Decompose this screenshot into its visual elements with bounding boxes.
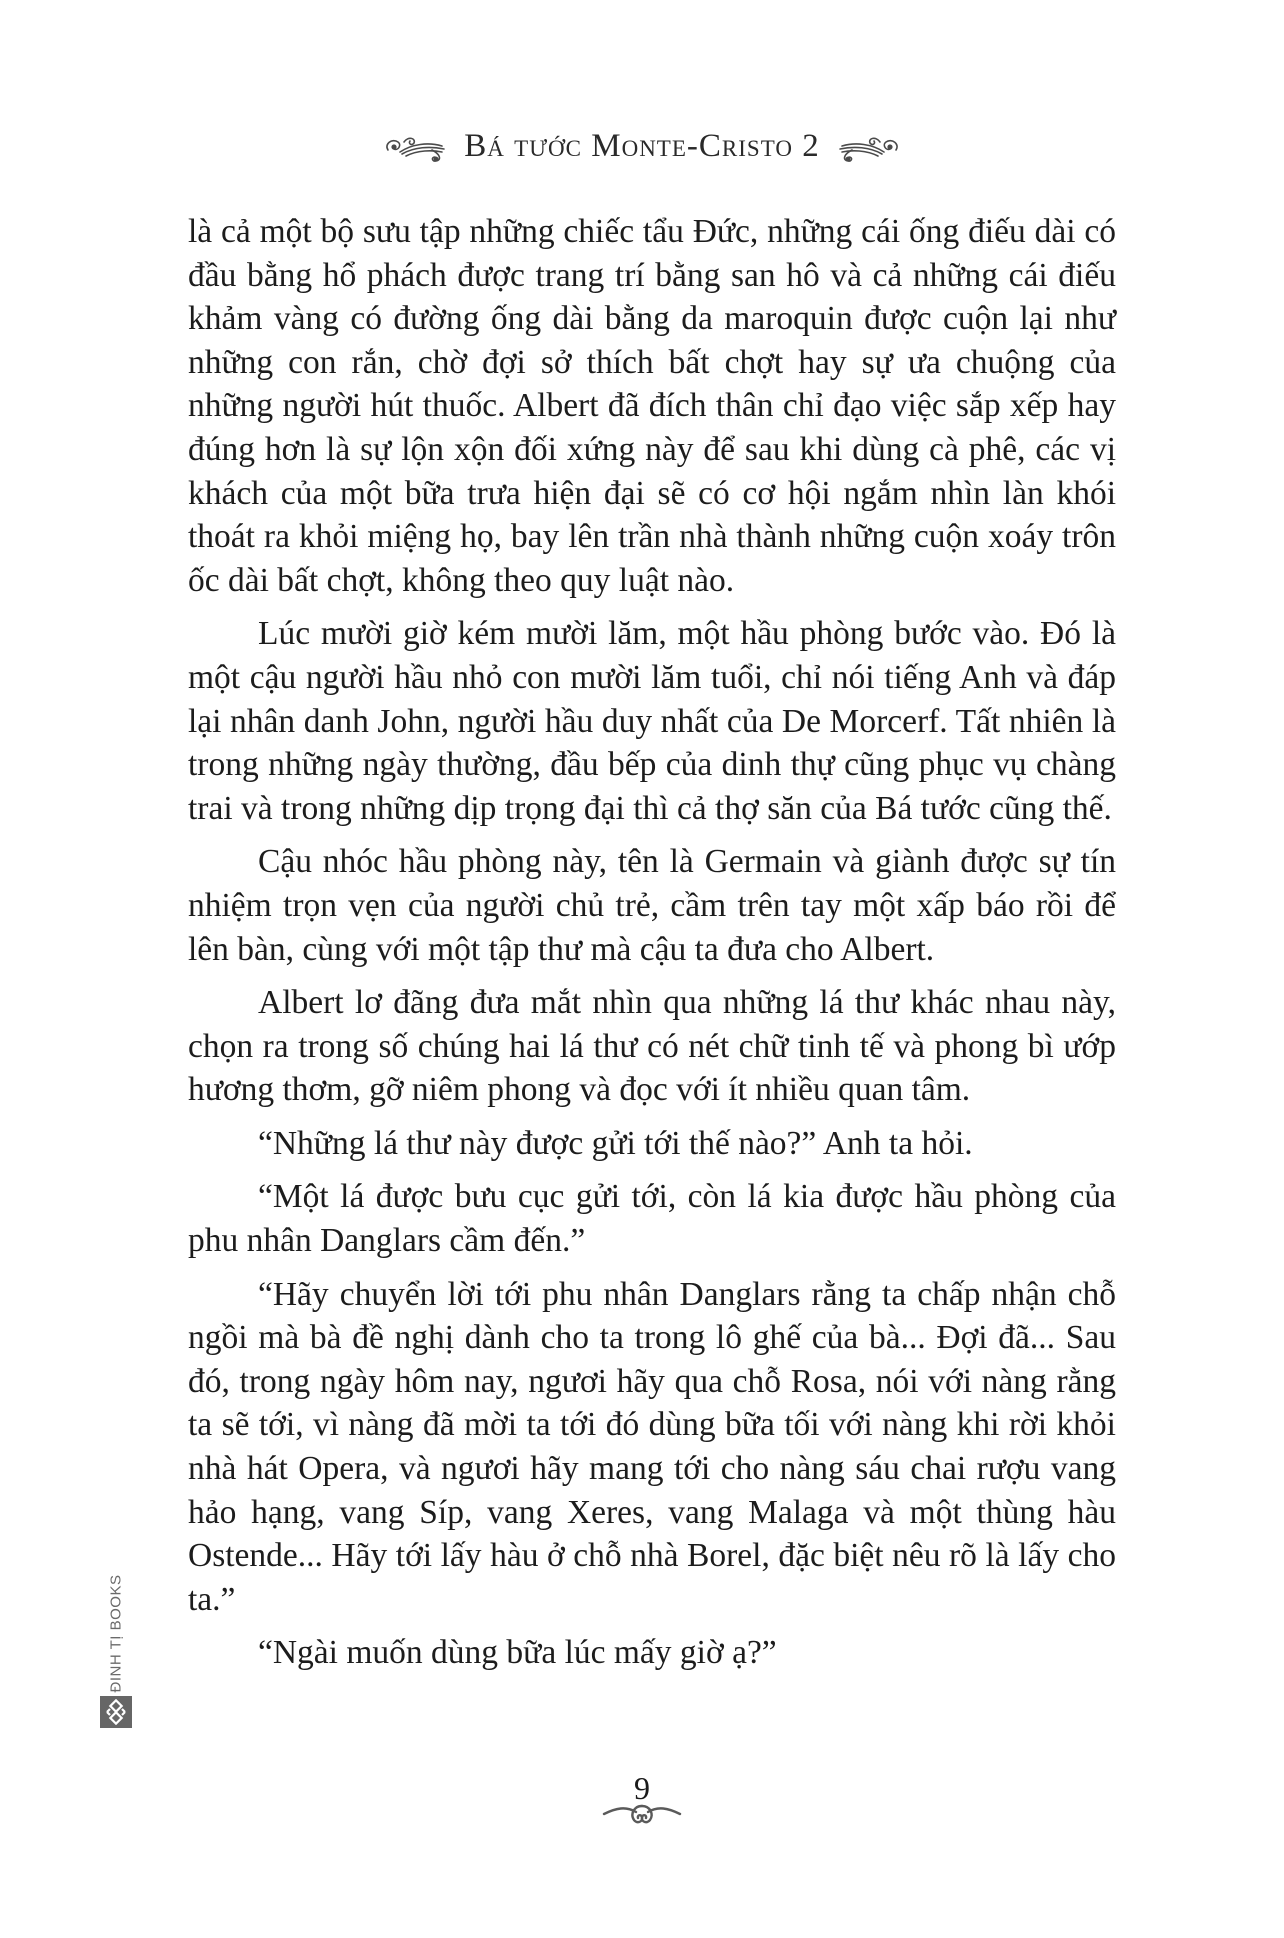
paragraph: “Một lá được bưu cục gửi tới, còn lá kia được hầu phòng của phu nhân Danglars cầm đến.”	[188, 1178, 1116, 1260]
page-body	[188, 210, 1116, 1685]
running-header-title: Bá tước Monte-Cristo 2	[464, 128, 820, 164]
scroll-ornament-icon	[600, 1800, 684, 1826]
diamond-knot-logo-icon	[100, 1696, 132, 1728]
publisher-name	[98, 1574, 134, 1692]
publisher-mark	[98, 1574, 134, 1738]
paragraph: là cả một bộ sưu tập những chiếc tẩu Đức, những cái ống điếu dài có đầu bằng hổ phách được trang trí bằng san hô và cả những cái điếu khảm vàng có đường ống dài bằng da maroquin được cuộn lại như những con rắn, chờ đợi sở thích bất chợt hay sự ưa chuộng của những người hút thuốc. Albert đã đích thân chỉ đạo việc sắp xếp hay đúng hơn là sự lộn xộn đối xứng này để sau khi dùng cà phê, các vị khách của một bữa trưa hiện đại sẽ có cơ hội ngắm nhìn làn khói thoát ra khỏi miệng họ, bay lên trần nhà thành những cuộn xoáy trôn ốc dài bất chợt, không theo quy luật nào.	[188, 213, 1116, 599]
page-number: 9	[634, 1770, 650, 1806]
flourish-right-icon	[834, 130, 902, 164]
publisher-name-text: ĐINH TỊ BOOKS	[107, 1574, 125, 1692]
flourish-left-icon	[382, 130, 450, 164]
paragraph: Lúc mười giờ kém mười lăm, một hầu phòng bước vào. Đó là một cậu người hầu nhỏ con mười lăm tuổi, chỉ nói tiếng Anh và đáp lại nhân danh John, người hầu duy nhất của De Morcerf. Tất nhiên là trong những ngày thường, đầu bếp của dinh thự cũng phục vụ chàng trai và trong những dịp trọng đại thì cả thợ săn của Bá tước cũng thế.	[188, 615, 1116, 827]
paragraph: “Ngài muốn dùng bữa lúc mấy giờ ạ?”	[258, 1634, 777, 1672]
running-header	[0, 128, 1284, 165]
paragraph: Cậu nhóc hầu phòng này, tên là Germain và giành được sự tín nhiệm trọn vẹn của người chủ trẻ, cầm trên tay một xấp báo rồi để lên bàn, cùng với một tập thư mà cậu ta đưa cho Albert.	[188, 843, 1116, 968]
paragraph: Albert lơ đãng đưa mắt nhìn qua những lá thư khác nhau này, chọn ra trong số chúng hai lá thư có nét chữ tinh tế và phong bì ướp hương thơm, gỡ niêm phong và đọc với ít nhiều quan tâm.	[188, 984, 1116, 1109]
paragraph: “Những lá thư này được gửi tới thế nào?” Anh ta hỏi.	[258, 1124, 973, 1162]
paragraph: “Hãy chuyển lời tới phu nhân Danglars rằng ta chấp nhận chỗ ngồi mà bà đề nghị dành cho ta trong lô ghế của bà... Đợi đã... Sau đó, trong ngày hôm nay, ngươi hãy qua chỗ Rosa, nói với nàng rằng ta sẽ tới, vì nàng đã mời ta tới đó dùng bữa tối với nàng khi rời khỏi nhà hát Opera, và ngươi hãy mang tới cho nàng sáu chai rượu vang hảo hạng, vang Síp, vang Xeres, vang Malaga và một thùng hàu Ostende... Hãy tới lấy hàu ở chỗ nhà Borel, đặc biệt nêu rõ là lấy cho ta.”	[188, 1275, 1116, 1618]
